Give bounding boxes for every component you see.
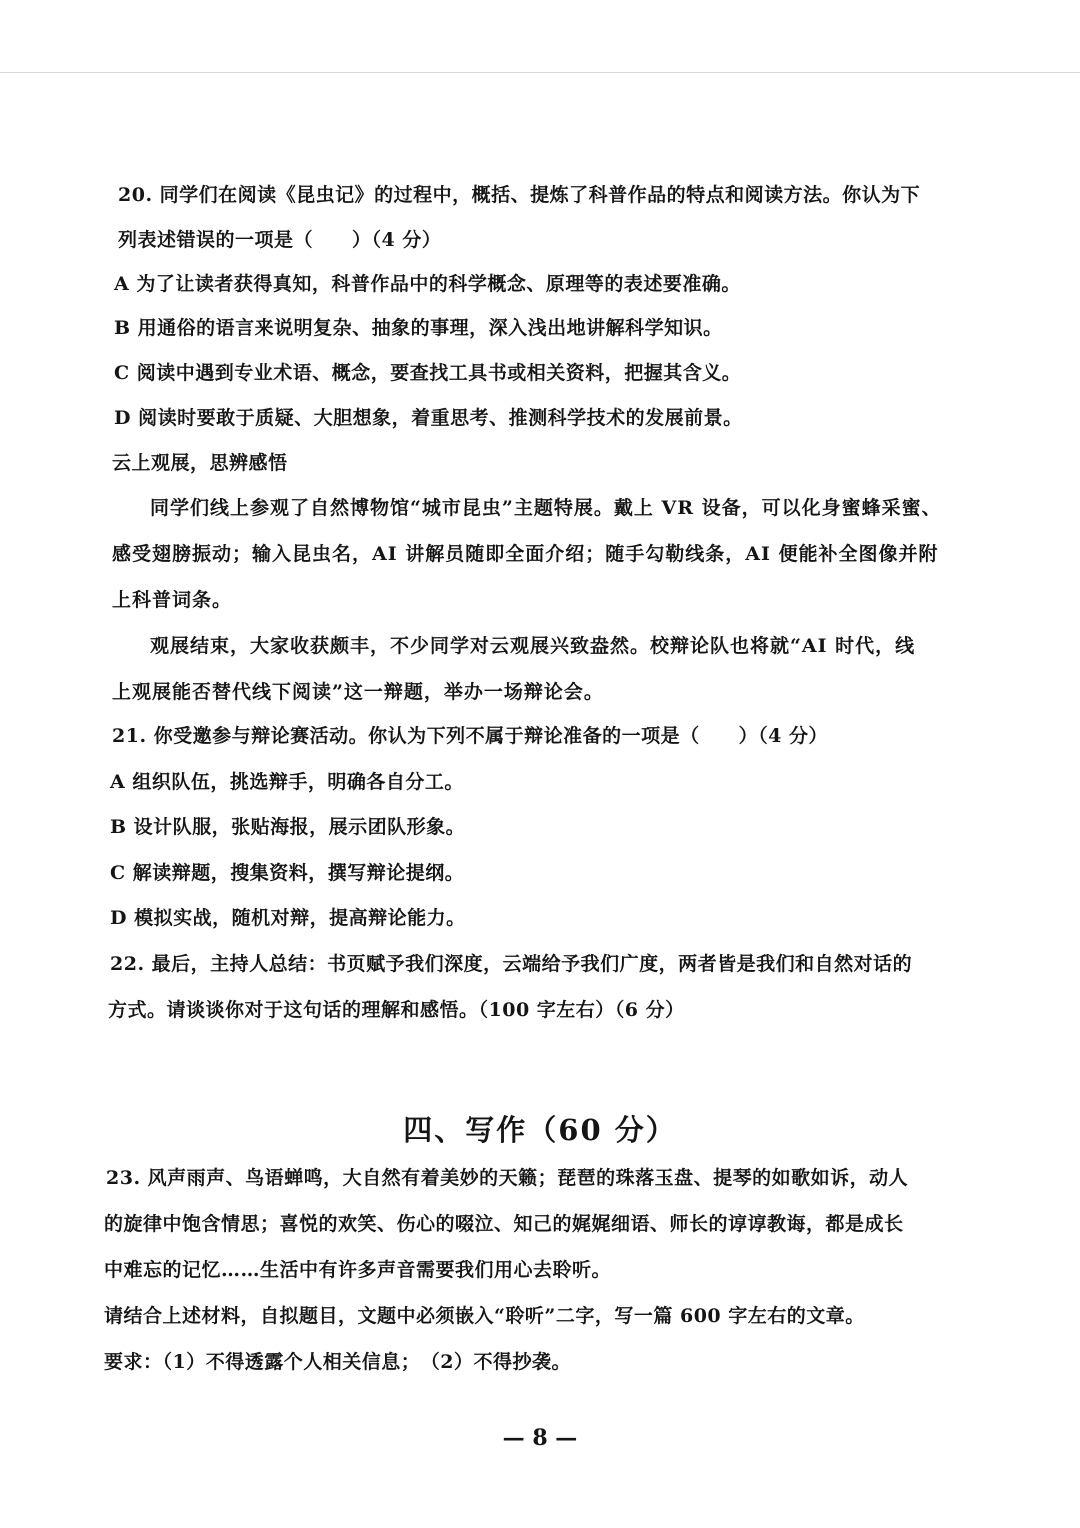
para1-line2: 感受翅膀振动；输入昆虫名，AI 讲解员随即全面介绍；随手勾勒线条，AI 便能补全图像并附	[112, 543, 939, 565]
q21-option-b: B 设计队服，张贴海报，展示团队形象。	[110, 816, 466, 838]
writing-instruction: 请结合上述材料，自拟题目，文题中必须嵌入“聆听”二字，写一篇 600 字左右的文章。	[104, 1305, 865, 1327]
q22-line2: 方式。请谈谈你对于这句话的理解和感悟。（100 字左右）（6 分）	[108, 999, 685, 1021]
para2-line1: 观展结束，大家收获颇丰，不少同学对云观展兴致盎然。校辩论队也将就“AI 时代，线	[150, 635, 916, 657]
q22-line1: 22. 最后，主持人总结：书页赋予我们深度，云端给予我们广度，两者皆是我们和自然对话的	[110, 953, 913, 975]
q20-option-d: D 阅读时要敢于质疑、大胆想象，着重思考、推测科学技术的发展前景。	[114, 407, 743, 429]
para1-line1: 同学们线上参观了自然博物馆“城市昆虫”主题特展。戴上 VR 设备，可以化身蜜蜂采蜜、	[150, 497, 942, 519]
page-number: — 8 —	[502, 1425, 578, 1451]
writing-section-title: 四、写作（60 分）	[403, 1113, 677, 1147]
q20-option-b: B 用通俗的语言来说明复杂、抽象的事理，深入浅出地讲解科学知识。	[114, 317, 723, 339]
q20-option-a: A 为了让读者获得真知，科普作品中的科学概念、原理等的表述要准确。	[114, 273, 741, 295]
q23-line1: 23. 风声雨声、鸟语蝉鸣，大自然有着美妙的天籁；琵琶的珠落玉盘、提琴的如歌如诉，动人	[106, 1167, 909, 1189]
writing-requirements: 要求：（1）不得透露个人相关信息； （2）不得抄袭。	[104, 1351, 571, 1373]
para1-line3: 上科普词条。	[112, 589, 233, 611]
q21-option-c: C 解读辩题，搜集资料，撰写辩论提纲。	[110, 862, 465, 884]
q21-option-d: D 模拟实战，随机对辩，提高辩论能力。	[110, 907, 466, 929]
para2-line2: 上观展能否替代线下阅读”这一辩题，举办一场辩论会。	[112, 681, 604, 703]
q21-stem: 21. 你受邀参与辩论赛活动。你认为下列不属于辩论准备的一项是（ ）（4 分）	[112, 725, 829, 747]
q20-stem-line2: 列表述错误的一项是（ ）（4 分）	[118, 229, 442, 251]
q23-line2: 的旋律中饱含情思；喜悦的欢笑、伤心的啜泣、知己的娓娓细语、师长的谆谆教诲，都是成长	[104, 1213, 904, 1235]
q21-option-a: A 组织队伍，挑选辩手，明确各自分工。	[110, 771, 464, 793]
q23-line3: 中难忘的记忆……生活中有许多声音需要我们用心去聆听。	[104, 1259, 612, 1281]
q20-option-c: C 阅读中遇到专业术语、概念，要查找工具书或相关资料，把握其含义。	[114, 362, 742, 384]
section-heading-cloud: 云上观展，思辨感悟	[112, 452, 288, 474]
q20-stem-line1: 20. 同学们在阅读《昆虫记》的过程中，概括、提炼了科普作品的特点和阅读方法。你认为下	[118, 184, 921, 206]
top-divider	[0, 72, 1080, 73]
